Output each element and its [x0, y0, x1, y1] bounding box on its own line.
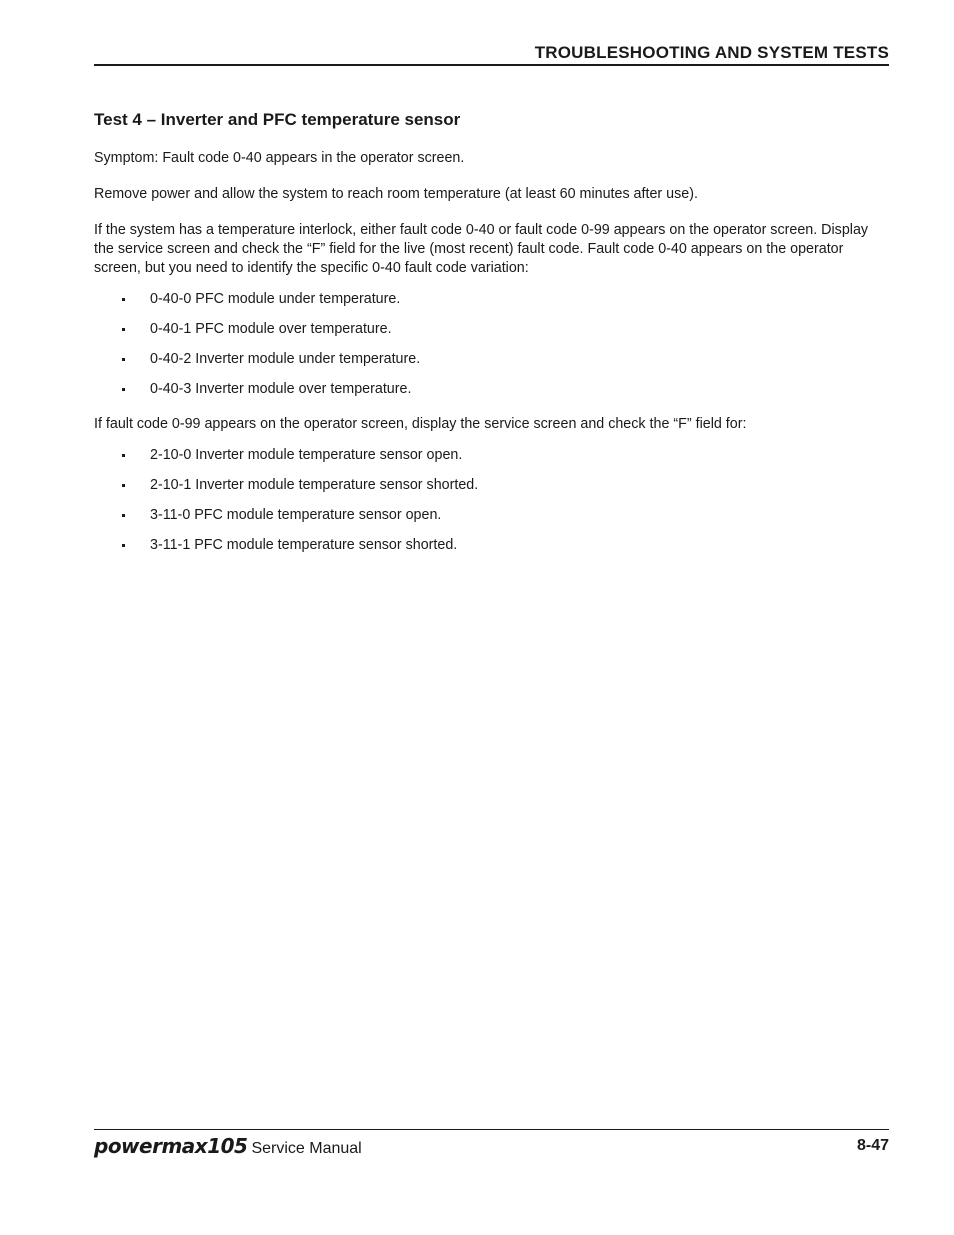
- list-item: [94, 536, 889, 555]
- bullet-icon: [122, 328, 125, 331]
- bullet-icon: [122, 388, 125, 391]
- list-item-text: 2-10-0 Inverter module temperature sensor open.: [150, 447, 463, 463]
- interlock-paragraph: If the system has a temperature interlock, either fault code 0-40 or fault code 0-99 appears on the operator screen. Display the service screen and check the “F” field for the live (most recent) fault code. Fault code 0-40 appears on the operator screen, but you need to identify the specific 0-40 fault code variation:: [94, 222, 869, 276]
- list-item: [94, 290, 889, 309]
- symptom-paragraph: Symptom: Fault code 0-40 appears in the operator screen.: [94, 150, 465, 166]
- bullet-icon: [122, 544, 125, 547]
- list-item-text: 3-11-0 PFC module temperature sensor open.: [150, 507, 442, 523]
- list-item: [94, 446, 889, 465]
- list-item-text: 0-40-0 PFC module under temperature.: [150, 291, 401, 307]
- manual-title: Service Manual: [251, 1140, 362, 1157]
- bullet-icon: [122, 298, 125, 301]
- bullet-icon: [122, 484, 125, 487]
- fault-040-list: [94, 290, 889, 399]
- list-item-text: 2-10-1 Inverter module temperature sensor shorted.: [150, 477, 479, 493]
- page-number: 8-47: [856, 1137, 889, 1154]
- fault-099-paragraph: If fault code 0-99 appears on the operator screen, display the service screen and check the “F” field for:: [94, 416, 747, 432]
- list-item-text: 0-40-2 Inverter module under temperature.: [150, 351, 421, 367]
- header-divider: [94, 64, 889, 66]
- page-content: [94, 108, 889, 571]
- list-item: [94, 506, 889, 525]
- fault-099-list: [94, 446, 889, 555]
- section-heading: Test 4 – Inverter and PFC temperature sensor: [94, 110, 461, 129]
- list-item: [94, 350, 889, 369]
- bullet-icon: [122, 514, 125, 517]
- brand-logo: powermax105: [94, 1134, 248, 1158]
- list-item: [94, 380, 889, 399]
- list-item-text: 0-40-1 PFC module over temperature.: [150, 321, 392, 337]
- list-item-text: 0-40-3 Inverter module over temperature.: [150, 381, 412, 397]
- list-item-text: 3-11-1 PFC module temperature sensor shorted.: [150, 537, 458, 553]
- footer-divider: [94, 1129, 889, 1130]
- bullet-icon: [122, 358, 125, 361]
- remove-power-paragraph: Remove power and allow the system to reach room temperature (at least 60 minutes after use).: [94, 186, 698, 202]
- list-item: [94, 476, 889, 495]
- list-item: [94, 320, 889, 339]
- header-section-title: TROUBLESHOOTING AND SYSTEM TESTS: [534, 43, 889, 62]
- bullet-icon: [122, 454, 125, 457]
- footer-brand: [94, 1134, 362, 1158]
